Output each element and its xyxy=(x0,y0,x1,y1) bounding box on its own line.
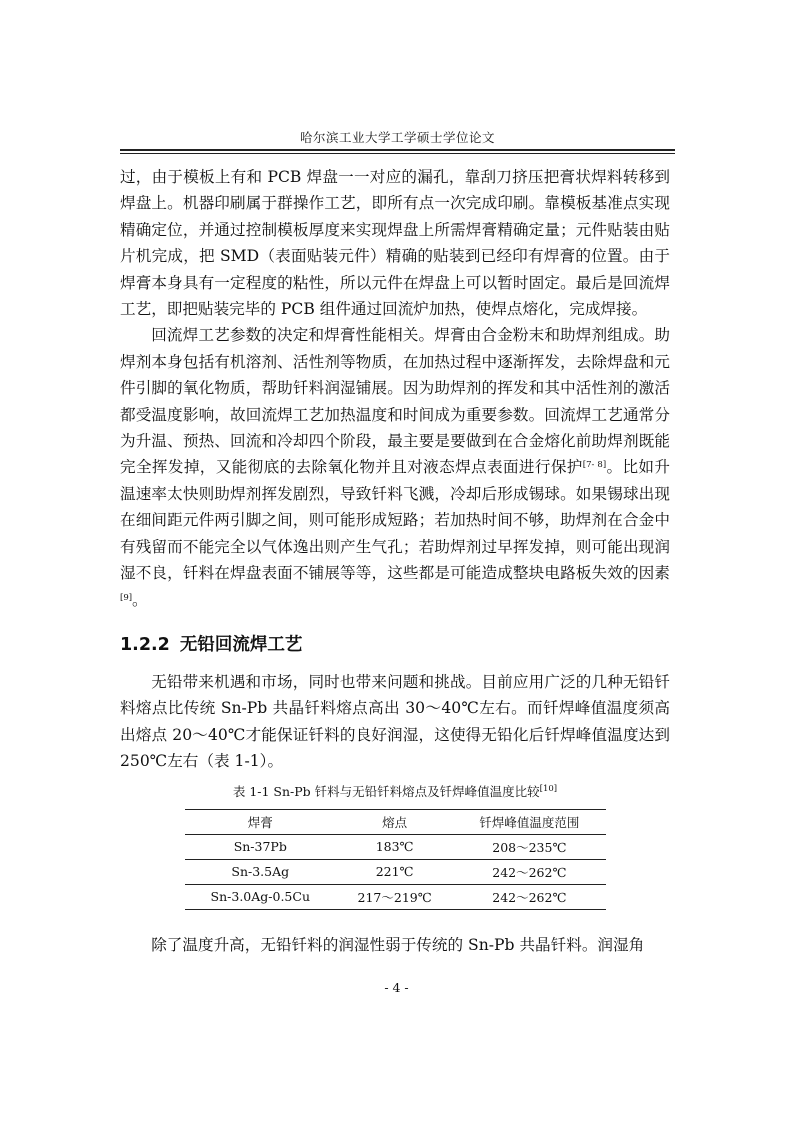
section-title: 无铅回流焊工艺 xyxy=(179,634,303,655)
citation-9: [9] xyxy=(120,592,133,603)
table-row xyxy=(185,834,606,859)
section-heading xyxy=(120,633,670,657)
table-cell: Sn-37Pb xyxy=(185,834,337,859)
citation-10: [10] xyxy=(539,783,558,794)
header-rule-thick xyxy=(120,149,675,151)
table-header-cell: 钎焊峰值温度范围 xyxy=(453,809,605,834)
table-cell: 242～262℃ xyxy=(453,884,605,909)
table-caption-text: 表 1-1 Sn-Pb 钎料与无铅钎料熔点及钎焊峰值温度比较 xyxy=(232,783,540,799)
table-header-cell: 熔点 xyxy=(336,809,453,834)
table-cell: 217～219℃ xyxy=(336,884,453,909)
table-cell: 221℃ xyxy=(336,859,453,884)
table-header-row xyxy=(185,809,606,834)
page-number: - 4 - xyxy=(384,980,409,995)
table-cell: 183℃ xyxy=(336,834,453,859)
paragraph-2-part-b: 。比如升温速率太快则助焊剂挥发剧烈，导致钎料飞溅，冷却后形成锡球。如果锡球出现在细间距元件两引脚之间，则可能形成短路；若加热时间不够，助焊剂在合金中有残留而不能完全以气体逸出则产生气孔；若助焊剂过早挥发掉，则可能出现润湿不良，钎料在焊盘表面不铺展等等，这些都是可能造成整块电路板失效的因素 xyxy=(120,458,670,583)
page-body xyxy=(120,164,670,958)
paragraph-2 xyxy=(120,322,670,612)
paragraph-2-part-a: 回流焊工艺参数的决定和焊膏性能相关。焊膏由合金粉末和助焊剂组成。助焊剂本身包括有机溶剂、活性剂等物质，在加热过程中逐渐挥发，去除焊盘和元件引脚的氧化物质，帮助钎料润湿铺展。因为助焊剂的挥发和其中活性剂的激活都受温度影响，故回流焊工艺加热温度和时间成为重要参数。回流焊工艺通常分为升温、预热、回流和冷却四个阶段，最主要是要做到在合金熔化前助焊剂既能完全挥发掉，又能彻底的去除氧化物并且对液态焊点表面进行保护 xyxy=(120,326,670,477)
table-caption xyxy=(120,783,670,801)
table-cell: 208～235℃ xyxy=(453,834,605,859)
header-rule-thin xyxy=(120,153,675,154)
melting-point-table xyxy=(185,809,606,910)
table-cell: 242～262℃ xyxy=(453,859,605,884)
section-number: 1.2.2 xyxy=(120,634,170,655)
table-cell: Sn-3.5Ag xyxy=(185,859,337,884)
table-cell: Sn-3.0Ag-0.5Cu xyxy=(185,884,337,909)
running-header: 哈尔滨工业大学工学硕士学位论文 xyxy=(299,130,495,145)
paragraph-2-part-c: 。 xyxy=(132,590,148,609)
table-row xyxy=(185,859,606,884)
citation-7-8: [7- 8] xyxy=(582,460,607,471)
table-header-cell: 焊膏 xyxy=(185,809,337,834)
table-row xyxy=(185,884,606,909)
paragraph-4: 除了温度升高，无铅钎料的润湿性弱于传统的 Sn-Pb 共晶钎料。润湿角 xyxy=(151,935,645,954)
paragraph-3: 无铅带来机遇和市场，同时也带来问题和挑战。目前应用广泛的几种无铅钎料熔点比传统 Sn-Pb 共晶钎料熔点高出 30～40℃左右。而钎焊峰值温度须高出熔点 20～40℃才能保证钎料的良好润湿，这使得无铅化后钎焊峰值温度达到 250℃左右（表 1-1）。 xyxy=(120,672,670,771)
paragraph-1: 过，由于模板上有和 PCB 焊盘一一对应的漏孔，靠刮刀挤压把膏状焊料转移到焊盘上。机器印刷属于群操作工艺，即所有点一次完成印刷。靠模板基准点实现精确定位，并通过控制模板厚度来实现焊盘上所需焊膏精确定量；元件贴装由贴片机完成，把 SMD（表面贴装元件）精确的贴装到已经印有焊膏的位置。由于焊膏本身具有一定程度的粘性，所以元件在焊盘上可以暂时固定。最后是回流焊工艺，即把贴装完毕的 PCB 组件通过回流炉加热，使焊点熔化，完成焊接。 xyxy=(120,168,670,319)
